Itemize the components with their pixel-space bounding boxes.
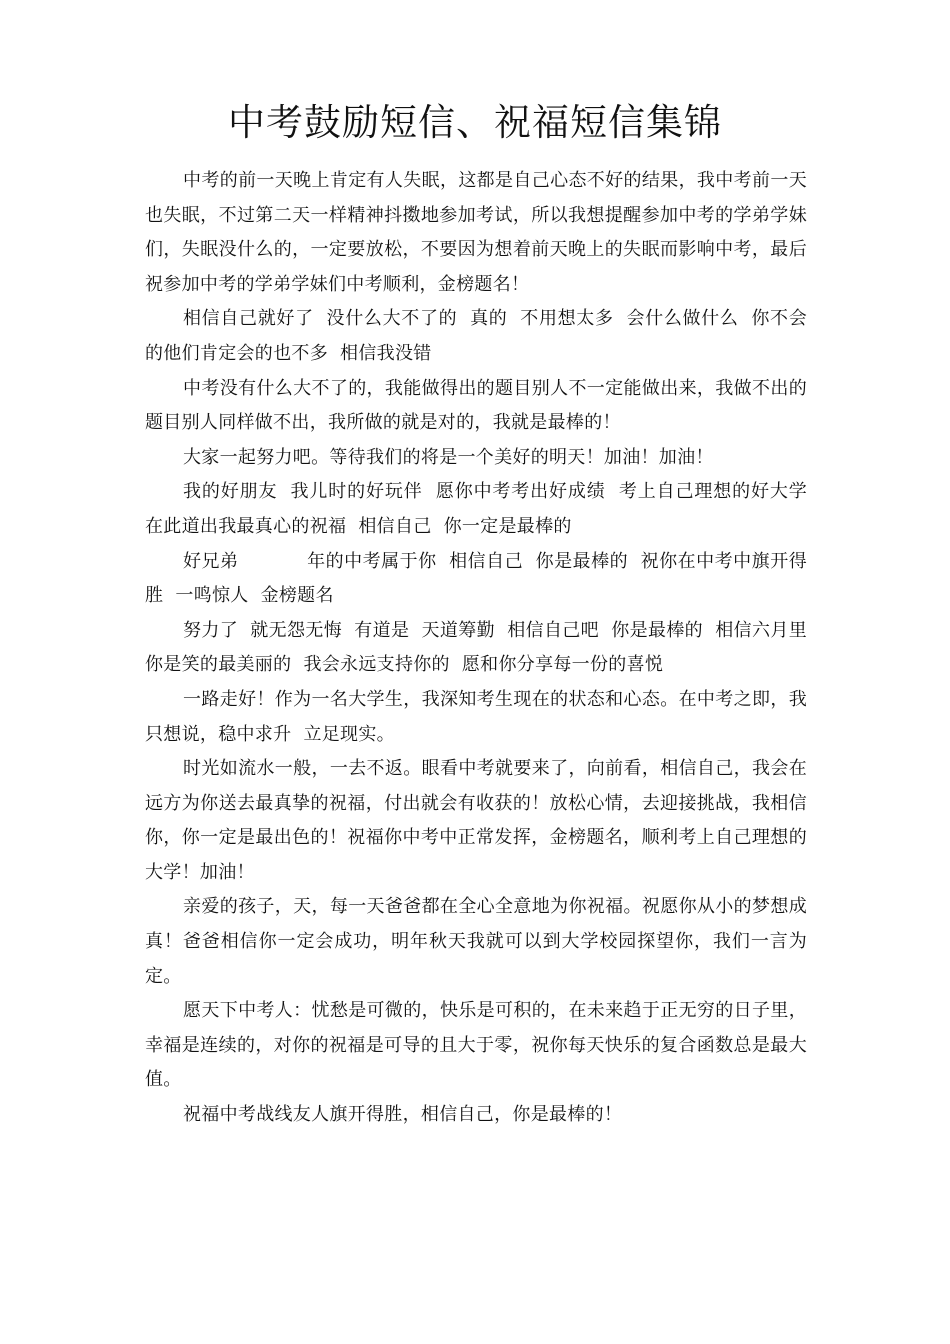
paragraph-1: 中考的前一天晚上肯定有人失眠，这都是自己心态不好的结果，我中考前一天也失眠，不过第二天一样精神抖擞地参加考试，所以我想提醒参加中考的学弟学妹们，失眠没什么的，一定要放松，不要因为想着前天晚上的失眠而影响中考，最后祝参加中考的学弟学妹们中考顺利，金榜题名！ xyxy=(145,170,807,295)
paragraph-4: 大家一起努力吧。等待我们的将是一个美好的明天！加油！加油！ xyxy=(183,446,714,468)
paragraph-10: 亲爱的孩子，天，每一天爸爸都在全心全意地为你祝福。祝愿你从小的梦想成真！爸爸相信你一定会成功，明年秋天我就可以到大学校园探望你，我们一言为定。 xyxy=(145,896,807,987)
paragraph-12: 祝福中考战线友人旗开得胜，相信自己，你是最棒的！ xyxy=(183,1104,623,1126)
paragraph-11: 愿天下中考人：忧愁是可微的，快乐是可积的，在未来趋于正无穷的日子里，幸福是连续的，对你的祝福是可导的且大于零，祝你每天快乐的复合函数总是最大值。 xyxy=(145,1000,807,1091)
paragraph-9: 时光如流水一般，一去不返。眼看中考就要来了，向前看，相信自己，我会在远方为你送去最真挚的祝福，付出就会有收获的！放松心情，去迎接挑战，我相信你，你一定是最出色的！祝福你中考中正常发挥，金榜题名，顺利考上自己理想的大学！加油！ xyxy=(145,758,807,883)
paragraph-5: 我的好朋友 我儿时的好玩伴 愿你中考考出好成绩 考上自己理想的好大学 在此道出我最真心的祝福 相信自己 你一定是最棒的 xyxy=(145,481,820,537)
paragraph-8: 一路走好！作为一名大学生，我深知考生现在的状态和心态。在中考之即，我只想说，稳中求升 立足现实。 xyxy=(145,688,807,745)
paragraph-6: 好兄弟 年的中考属于你 相信自己 你是最棒的 祝你在中考中旗开得胜 一鸣惊人 金榜题名 xyxy=(145,550,807,607)
document-title: 中考鼓励短信、祝福短信集锦 xyxy=(228,101,722,144)
paragraph-7: 努力了 就无怨无悔 有道是 天道筹勤 相信自己吧 你是最棒的 相信六月里你是笑的最美丽的 我会永远支持你的 愿和你分享每一份的喜悦 xyxy=(145,619,807,676)
paragraph-3: 中考没有什么大不了的，我能做得出的题目别人不一定能做出来，我做不出的题目别人同样做不出，我所做的就是对的，我就是最棒的！ xyxy=(145,377,807,434)
document-body xyxy=(145,164,820,1133)
paragraph-2: 相信自己就好了 没什么大不了的 真的 不用想太多 会什么做什么 你不会的他们肯定会的也不多 相信我没错 xyxy=(145,308,807,364)
